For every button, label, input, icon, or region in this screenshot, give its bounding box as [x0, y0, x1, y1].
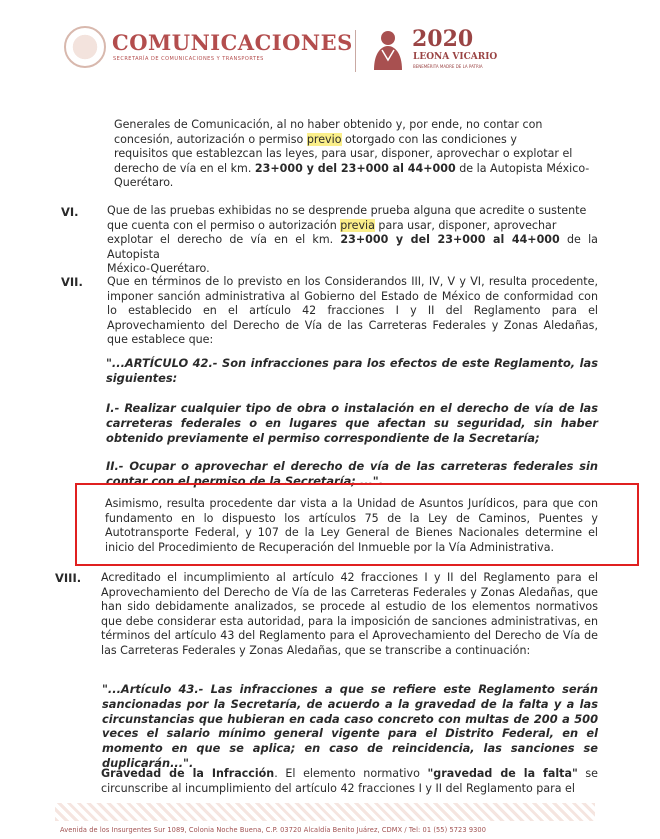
paragraph-vii: Que en términos de lo previsto en los Considerandos III, IV, V y VI, resulta procedente, imponer sanción administrativa al Gobierno del Estado de México de conformidad con lo establecido en el artículo 42 fracciones I y II del Reglamento para el Aprovechamiento del Derecho de Vía de las Carreteras Federales y Zonas Aledañas, que establece que: [107, 275, 598, 347]
letterhead [0, 0, 660, 90]
brand-title: COMUNICACIONES [112, 30, 353, 55]
header-divider [355, 30, 356, 72]
quote-fraction-ii: II.- Ocupar o aprovechar el derecho de vía de las carreteras federales sin contar con el permiso de la Secretaría; ...". [106, 459, 598, 488]
leona-vicario-portrait-icon [368, 26, 408, 70]
text-line: requisitos que establezcan las leyes, para usar, disponer, aprovechar o explotar el [114, 147, 573, 161]
footer-decorative-band [55, 803, 595, 821]
text-line: México-Querétaro. [107, 262, 210, 276]
year-label: 2020 [412, 26, 474, 52]
quote-article-42: "...ARTÍCULO 42.- Son infracciones para los efectos de este Reglamento, las siguientes: [106, 356, 598, 385]
text-line: explotar el derecho de vía en el km. 23+000 y del 23+000 al 44+000 de la Autopista [107, 233, 598, 261]
paragraph-v-continuation [114, 118, 598, 191]
paragraph-boxed: Asimismo, resulta procedente dar vista a la Unidad de Asuntos Jurídicos, para que con fundamento en lo dispuesto los artículos 75 de la Ley de Caminos, Puentes y Autotransporte Federal, y 107 de la Ley General de Bienes Nacionales determine el inicio del Procedimiento de Recuperación del Inmueble por la Vía Administrativa. [105, 497, 598, 554]
coat-of-arms-seal-icon [64, 26, 106, 68]
quote-fraction-i: I.- Realizar cualquier tipo de obra o instalación en el derecho de vía de las carreteras federales o en lugares que afectan su seguridad, sin haber obtenido previamente el permiso correspondiente de la Secretaría; [106, 401, 598, 445]
highlight: previo [306, 132, 342, 146]
quote-article-43: "...Artículo 43.- Las infracciones a que se refiere este Reglamento serán sancionadas por la Secretaría, de acuerdo a la gravedad de la falta y a las circunstancias que hubieran en cada caso concreto con multas de 200 a 500 veces el salario mínimo general vigente para el Distrito Federal, en el momento en que se aplica; en caso de reincidencia, las sanciones se duplicarán...". [102, 682, 598, 770]
brand-subtitle: SECRETARÍA DE COMUNICACIONES Y TRANSPORTES [113, 56, 264, 62]
footer-address: Avenida de los Insurgentes Sur 1089, Colonia Noche Buena, C.P. 03720 Alcaldía Benito Juárez, CDMX / Tel: 01 (55) 5723 9300 [60, 826, 487, 834]
text-line: derecho de vía en el km. 23+000 y del 23+000 al 44+000 de la Autopista México- [114, 161, 590, 175]
leona-vicario-subtitle: BENEMÉRITA MADRE DE LA PATRIA [413, 64, 483, 69]
text-line: concesión, autorización o permiso previo otorgado con las condiciones y [114, 132, 517, 146]
text-line: Que de las pruebas exhibidas no se desprende prueba alguna que acredite o sustente [107, 204, 587, 217]
text-line: Querétaro. [114, 176, 174, 190]
text-line: Generales de Comunicación, al no haber obtenido y, por ende, no contar con [114, 118, 543, 131]
item-number-viii: VIII. [55, 571, 82, 585]
item-number-vii: VII. [61, 275, 83, 289]
paragraph-viii: Acreditado el incumplimiento al artículo 42 fracciones I y II del Reglamento para el Aprovechamiento del Derecho de Vía de las Carreteras Federales y Zonas Aledañas, que han sido debidamente analizados, se procede al estudio de los elementos normativos que debe considerar esta autoridad, para la imposición de sanciones administrativas, en términos del artículo 43 del Reglamento para el Aprovechamiento del Derecho de Vía de las Carreteras Federales y Zonas Aledañas, que se transcribe a continuación: [101, 571, 598, 657]
item-number-vi: VI. [61, 205, 79, 219]
text-line: que cuenta con el permiso o autorización previa para usar, disponer, aprovechar [107, 218, 557, 232]
leona-vicario-label: LEONA VICARIO [413, 52, 498, 62]
paragraph-vi [107, 204, 598, 277]
highlight: previa [340, 218, 375, 232]
paragraph-gravedad: Gravedad de la Infracción. El elemento normativo "gravedad de la falta" se circunscribe al incumplimiento del artículo 42 fracciones I y II del Reglamento para el [101, 767, 598, 795]
